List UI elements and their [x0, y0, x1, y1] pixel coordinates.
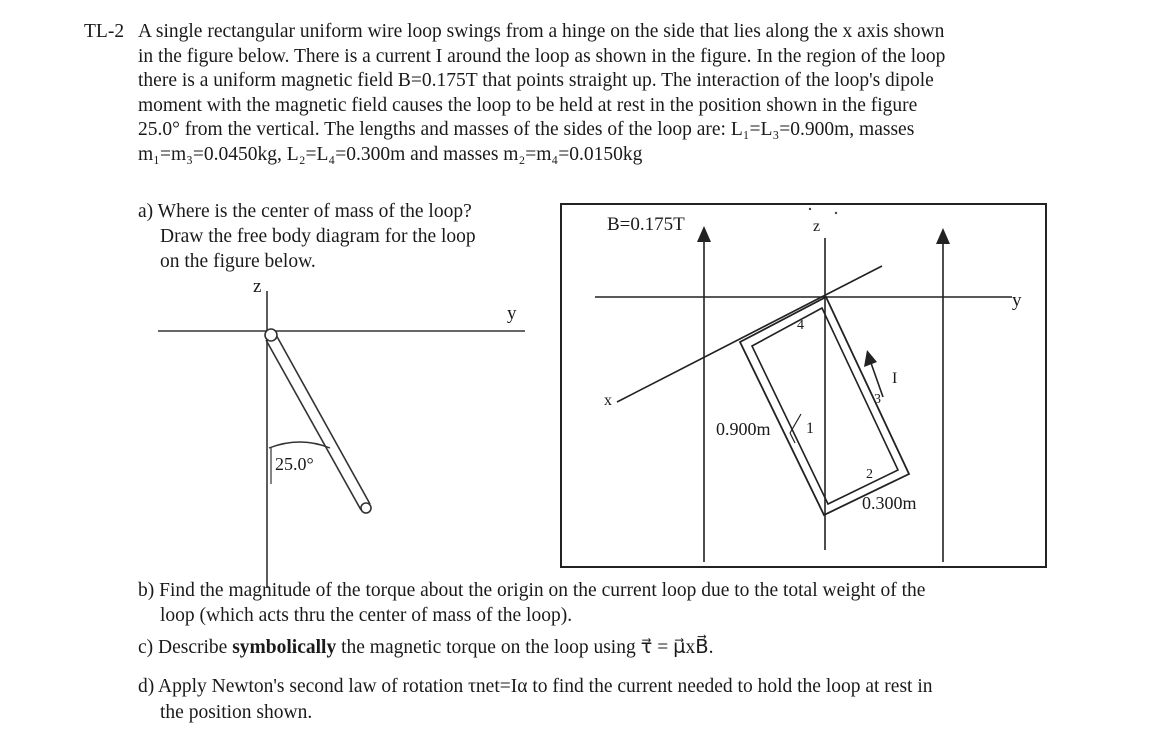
part-c-suffix: the magnetic torque on the loop using [336, 637, 641, 658]
part-d-line: d) Apply Newton's second law of rotation τnet=Iα to find the current needed to hold the loop at rest in [138, 676, 933, 697]
angle-label: 25.0° [275, 454, 314, 474]
dimension-tick [790, 414, 801, 433]
part-c-line [138, 636, 713, 661]
right-z-label: z [813, 218, 821, 235]
side-label-2: 2 [866, 467, 873, 482]
side-label-4: 4 [797, 318, 804, 333]
stray-mark [809, 208, 811, 210]
problem-line: in the figure below. There is a current I around the loop as shown in the figure. In the region of the loop [138, 45, 946, 67]
side-label-3: 3 [874, 392, 881, 407]
length-short-label: 0.300m [862, 493, 917, 513]
problem-line: moment with the magnetic field causes the loop to be held at rest in the position shown in the figure [138, 94, 918, 116]
left-y-label: y [507, 303, 517, 324]
part-c-prefix: c) Describe [138, 637, 233, 658]
b-field-arrowhead [936, 228, 950, 244]
part-a-line: Draw the free body diagram for the loop [160, 226, 476, 247]
torque-equation: τ⃗ = μ⃗xB⃗. [640, 637, 714, 658]
b-field-arrowhead [697, 226, 711, 242]
right-x-label: x [604, 392, 612, 409]
part-a-line: on the figure below. [160, 251, 316, 272]
part-c-bold: symbolically [232, 637, 337, 658]
problem-line: m₁=m₃=0.0450kg, L₂=L₄=0.300m and masses m₂=m₄=0.0150kg [138, 143, 643, 165]
length-long-label: 0.900m [716, 419, 771, 439]
problem-line: 25.0° from the vertical. The lengths and masses of the sides of the loop are: L₁=L₃=0.900m, masses [138, 119, 915, 140]
part-d-line: the position shown. [160, 702, 313, 723]
part-a-line: a) Where is the center of mass of the loop? [138, 201, 472, 222]
side-label-1: 1 [806, 420, 814, 437]
figure-frame [561, 204, 1046, 567]
stray-mark [835, 212, 837, 214]
problem-line: A single rectangular uniform wire loop swings from a hinge on the side that lies along the x axis shown [138, 21, 945, 42]
left-z-label: z [253, 276, 262, 297]
current-label: I [892, 370, 898, 387]
part-b-line: loop (which acts thru the center of mass of the loop). [160, 605, 573, 626]
b-field-label: B=0.175T [607, 214, 685, 235]
x-axis-line [617, 266, 882, 402]
current-arrowhead [864, 350, 877, 367]
right-y-label: y [1012, 290, 1022, 311]
problem-line: there is a uniform magnetic field B=0.175T that points straight up. The interaction of the loop's dipole [138, 70, 934, 91]
part-b-line: b) Find the magnitude of the torque about the origin on the current loop due to the total weight of the [138, 580, 926, 601]
problem-id: TL-2 [84, 21, 125, 42]
